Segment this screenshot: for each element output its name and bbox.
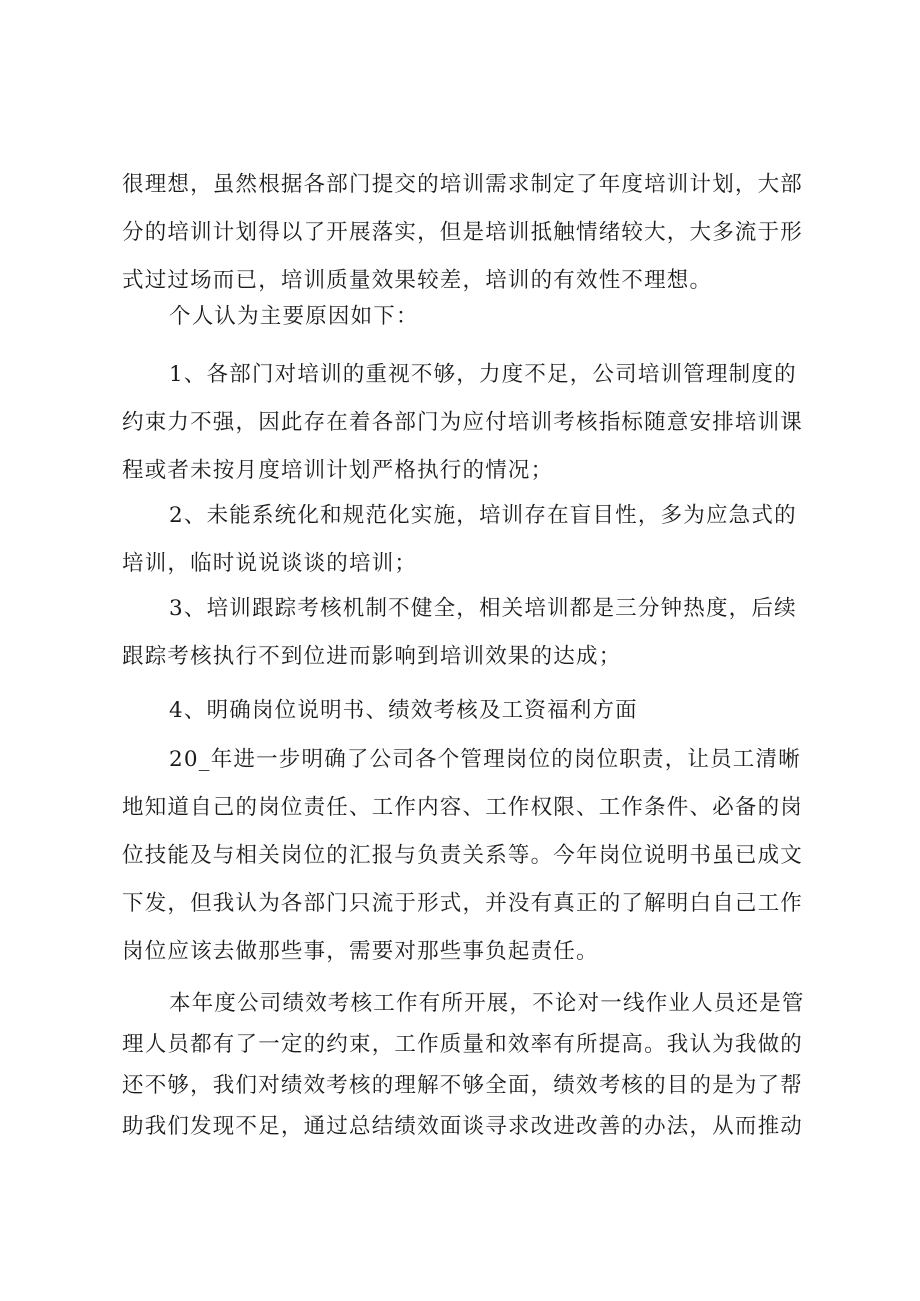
text-line: 分的培训计划得以了开展落实，但是培训抵触情绪较大，大多流于形 bbox=[122, 220, 804, 245]
text-line: 很理想，虽然根据各部门提交的培训需求制定了年度培训计划，大部 bbox=[122, 172, 804, 197]
text-line: 20_年进一步明确了公司各个管理岗位的岗位职责，让员工清晰 bbox=[169, 747, 801, 772]
text-line: 3、培训跟踪考核机制不健全，相关培训都是三分钟热度，后续 bbox=[169, 596, 797, 621]
text-line: 还不够，我们对绩效考核的理解不够全面，绩效考核的目的是为了帮 bbox=[122, 1073, 804, 1098]
text-line: 下发，但我认为各部门只流于形式，并没有真正的了解明白自己工作 bbox=[122, 891, 804, 916]
paragraph-reasons-intro bbox=[122, 293, 816, 341]
text-line: 4、明确岗位说明书、绩效考核及工资福利方面 bbox=[169, 698, 638, 723]
text-line: 约束力不强，因此存在着各部门为应付培训考核指标随意安排培训课 bbox=[122, 410, 804, 435]
text-line: 1、各部门对培训的重视不够，力度不足，公司培训管理制度的 bbox=[169, 362, 797, 387]
text-line: 2、未能系统化和规范化实施，培训存在盲目性，多为应急式的 bbox=[169, 503, 797, 528]
paragraph-section-4-heading bbox=[122, 687, 816, 735]
text-line: 本年度公司绩效考核工作有所开展，不论对一线作业人员还是管 bbox=[169, 991, 805, 1016]
paragraph-job-descriptions bbox=[122, 736, 816, 976]
text-line: 岗位应该去做那些事，需要对那些事负起责任。 bbox=[122, 939, 599, 964]
text-line: 助我们发现不足，通过总结绩效面谈寻求改进改善的办法，从而推动 bbox=[122, 1114, 804, 1139]
text-line: 程或者未按月度培训计划严格执行的情况； bbox=[122, 458, 554, 483]
text-line: 跟踪考核执行不到位进而影响到培训效果的达成； bbox=[122, 644, 622, 669]
text-line: 培训，临时说说谈谈的培训； bbox=[122, 551, 418, 576]
text-line: 理人员都有了一定的约束，工作质量和效率有所提高。我认为我做的 bbox=[122, 1032, 804, 1057]
paragraph-performance-review bbox=[122, 983, 816, 1147]
text-line: 个人认为主要原因如下： bbox=[169, 304, 419, 329]
text-line: 地知道自己的岗位责任、工作内容、工作权限、工作条件、必备的岗 bbox=[122, 795, 804, 820]
paragraph-reason-1 bbox=[122, 351, 816, 495]
text-line: 位技能及与相关岗位的汇报与负责关系等。今年岗位说明书虽已成文 bbox=[122, 843, 804, 868]
paragraph-reason-2 bbox=[122, 492, 816, 588]
paragraph-reason-3 bbox=[122, 585, 816, 681]
paragraph-training-effect bbox=[122, 161, 816, 305]
text-line: 式过过场而已，培训质量效果较差，培训的有效性不理想。 bbox=[122, 268, 713, 293]
